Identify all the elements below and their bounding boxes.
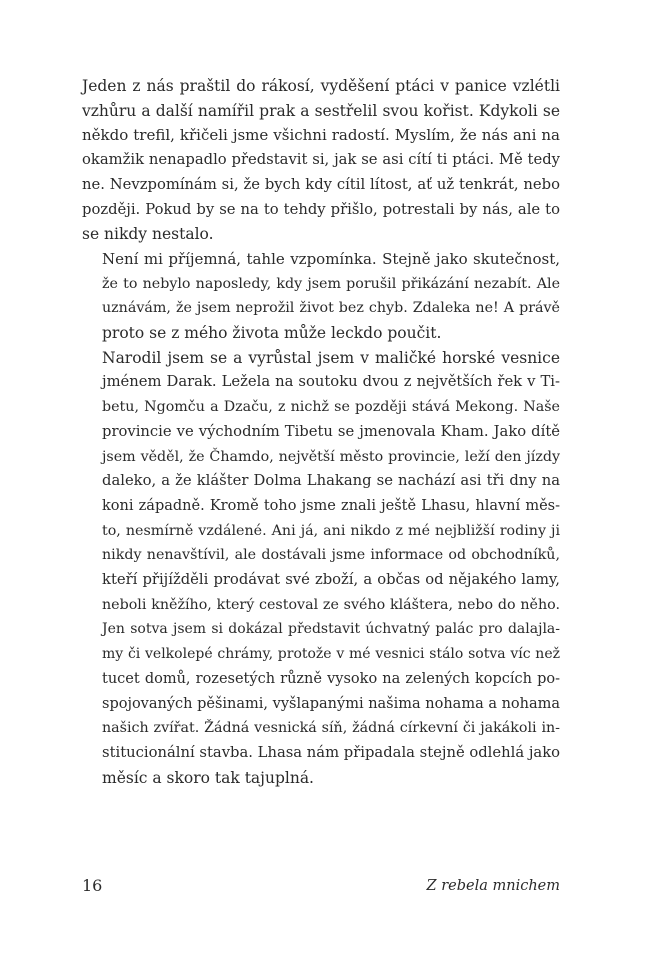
text-line: že to nebylo naposledy, kdy jsem porušil přikázání nezabít. Ale bbox=[102, 275, 560, 292]
text-line: koni západně. Kromě toho jsme znali ještě Lhasu, hlavní měs- bbox=[102, 497, 560, 514]
page-footer bbox=[82, 876, 560, 906]
text-line: uznávám, že jsem neprožil život bez chyb. Zdaleka ne! A právě bbox=[102, 300, 560, 317]
text-line: stitucionální stavba. Lhasa nám připadala stejně odlehlá jako bbox=[102, 743, 561, 761]
paragraph bbox=[82, 247, 560, 346]
text-line: vzhůru a další namířil prak a sestřelil svou kořist. Kdykoli se bbox=[82, 101, 560, 120]
text-line: později. Pokud by se na to tehdy přišlo, potrestali by nás, ale to bbox=[82, 200, 560, 218]
paragraph bbox=[82, 74, 560, 247]
text-line: jsem věděl, že Čhamdo, největší město provincie, leží den jízdy bbox=[102, 448, 560, 465]
text-line: Narodil jsem se a vyrůstal jsem v maličké horské vesnice bbox=[102, 348, 560, 367]
text-line: jménem Darak. Ležela na soutoku dvou z největších řek v Ti- bbox=[102, 373, 560, 391]
text-line: Jen sotva jsem si dokázal představit úchvatný palác pro dalajla- bbox=[102, 621, 560, 638]
text-line: Není mi příjemná, tahle vzpomínka. Stejně jako skutečnost, bbox=[102, 249, 560, 268]
text-line: se nikdy nestalo. bbox=[82, 225, 214, 244]
text-line: neboli kněžího, který cestoval ze svého kláštera, nebo do něho. bbox=[102, 596, 560, 613]
text-line: Jeden z nás praštil do rákosí, vyděšení ptáci v panice vzlétli bbox=[82, 77, 560, 95]
text-line: kteří přijížděli prodávat své zboží, a občas od nějakého lamy, bbox=[102, 571, 560, 589]
text-line: to, nesmírně vzdálené. Ani já, ani nikdo z mé nejbližší rodiny ji bbox=[102, 522, 560, 539]
paragraph bbox=[82, 346, 560, 791]
text-line: my či velkolepé chrámy, protože v mé vesnici stálo sotva víc než bbox=[102, 646, 560, 663]
text-line: proto se z mého života může leckdo poučit. bbox=[102, 324, 442, 343]
page-number: 16 bbox=[82, 876, 103, 895]
text-line: ne. Nevzpomínám si, že bych kdy cítil lítost, ať už tenkrát, nebo bbox=[82, 175, 560, 193]
text-line: tucet domů, rozesetých různě vysoko na zelených kopcích po- bbox=[102, 670, 560, 687]
text-line: někdo trefil, křičeli jsme všichni radostí. Myslím, že nás ani na bbox=[82, 126, 560, 145]
text-line: nikdy nenavštívil, ale dostávali jsme informace od obchodníků, bbox=[102, 547, 560, 564]
text-line: měsíc a skoro tak tajuplná. bbox=[102, 768, 314, 787]
text-line: daleko, a že klášter Dolma Lhakang se nachází asi tři dny na bbox=[102, 472, 560, 490]
running-title: Z rebela mnichem bbox=[426, 878, 560, 894]
text-line: provincie ve východním Tibetu se jmenovala Kham. Jako dítě bbox=[102, 422, 560, 440]
text-line: našich zvířat. Žádná vesnická síň, žádná církevní či jakákoli in- bbox=[102, 720, 560, 737]
text-line: okamžik nenapadlo představit si, jak se asi cítí ti ptáci. Mě tedy bbox=[82, 151, 560, 169]
text-line: spojovaných pěšinami, vyšlapanými našima nohama a nohama bbox=[102, 695, 561, 712]
text-line: betu, Ngomču a Dzaču, z nichž se později stává Mekong. Naše bbox=[102, 399, 560, 416]
body-text bbox=[82, 74, 560, 790]
